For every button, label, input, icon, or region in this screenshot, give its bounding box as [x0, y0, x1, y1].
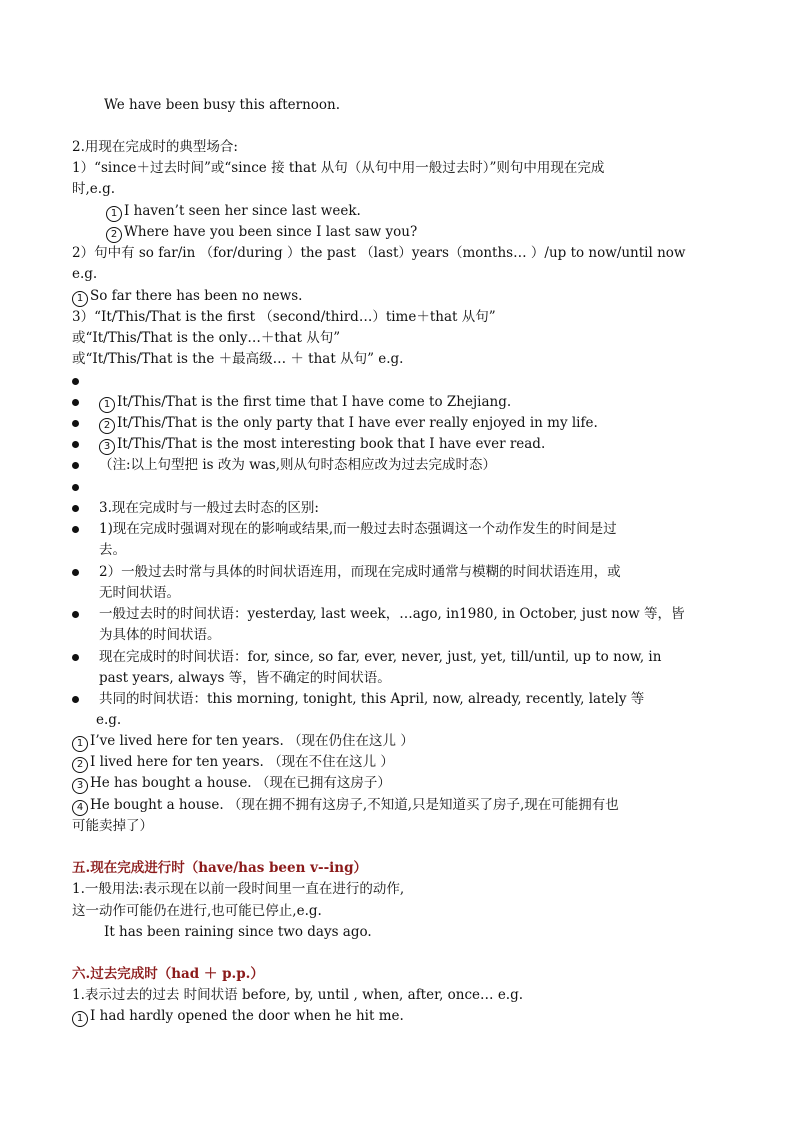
text-line: 可能卖掉了）: [72, 818, 153, 834]
text-line: e.g.: [96, 712, 122, 728]
circled-number: 3: [99, 439, 115, 455]
circled-number: 1: [72, 291, 88, 307]
section-heading: 六.过去完成时（had ＋ p.p.）: [72, 966, 264, 982]
bullet-dot: [72, 569, 79, 576]
text-line: 2）句中有 so far/in （for/during ）the past （last）years（months… ）/up to now/until now: [72, 245, 686, 261]
bullet-dot: [72, 441, 79, 448]
circled-number: 1: [99, 397, 115, 413]
bullet-dot: [72, 611, 79, 618]
numbered-example: 2 I lived here for ten years. （现在不住在这儿 ）: [72, 752, 394, 773]
bullet-dot: [72, 420, 79, 427]
numbered-example: 3 He has bought a house. （现在已拥有这房子）: [72, 773, 391, 794]
text-line: 时,e.g.: [72, 181, 116, 197]
example-sentence: It has been raining since two days ago.: [104, 924, 372, 940]
numbered-example: 2 Where have you been since I last saw you?: [106, 222, 417, 243]
circled-number: 1: [72, 1011, 88, 1027]
numbered-example: 1 I haven’t seen her since last week.: [106, 201, 361, 222]
circled-number: 2: [99, 418, 115, 434]
bullet-dot: [72, 526, 79, 533]
bullet-dot: [72, 505, 79, 512]
subheading: 2.用现在完成时的典型场合:: [72, 139, 238, 155]
bullet-dot: [72, 696, 79, 703]
circled-number: 1: [72, 736, 88, 752]
circled-number: 4: [72, 800, 88, 816]
text-line: 3）“It/This/That is the first （second/third…）time＋that 从句”: [72, 309, 496, 325]
bullet-dot: [72, 399, 79, 406]
numbered-example: 1 I had hardly opened the door when he hit me.: [72, 1006, 404, 1027]
text-line: e.g.: [72, 266, 98, 282]
numbered-example: 1 I’ve lived here for ten years. （现在仍住在这儿 ）: [72, 731, 414, 752]
text-line: 或“It/This/That is the ＋最高级… ＋ that 从句” e.g.: [72, 351, 404, 367]
section-heading: 五.现在完成进行时（have/has been v--ing）: [72, 860, 368, 876]
bullet-dot: [72, 378, 79, 385]
document-page: We have been busy this afternoon. 2.用现在完成时的典型场合: 1）“since＋过去时间”或“since 接 that 从句（从句中用一般过去时）”则句中用现在完成 时,e.g. 1 I haven’t seen her since last week. 2 Where have you been since I last saw you? 2）句中有 so far/in （for/during ）the past （last）years（months… ）/up to now/until now e.g. 1 So far there has been no news. 3）“It/This/That is the first （second/third…）time＋that 从句” 或“It/This/That is the only…＋that 从句” 或“It/This/That is the ＋最高级… ＋ that 从句” e.g. 1 It/This/That is the first time that I have come to Zhejiang. 2 It/This/That is the only party that I have ever really enjoyed in my life. 3 It/This/That is the most interesting book that I have ever read. （注:以上句型把 is 改为 was,则从句时态相应改为过去完成时态） 3.现在完成时与一般过去时态的区别: 1)现在完成时强调对现在的影响或结果,而一般过去时态强调这一个动作发生的时间是过 去。 2）一般过去时常与具体的时间状语连用，而现在完成时通常与模糊的时间状语连用，或 无时间状语。 一般过去时的时间状语：yesterday, last week，…ago, in1980, in October, just now 等，皆 为具体的时间状语。 现在完成时的时间状语：for, since, so far, ever, never, just, yet, till/until, up to now, in past years, always 等，皆不确定的时间状语。 共同的时间状语：this morning, tonight, this April, now, already, recently, lately 等 e.g. 1 I’ve lived here for ten years. （现在仍住在这儿 ） 2 I lived here for ten years. （现在不住在这儿 ） 3 He has bought a house. （现在已拥有这房子） 4 He bought a house. （现在拥不拥有这房子,不知道,只是知道买了房子,现在可能拥有也 可能卖掉了） 五.现在完成进行时（have/has been v--ing） 1.一般用法:表示现在以前一段时间里一直在进行的动作, 这一动作可能仍在进行,也可能已停止,e.g. It has been raining since two days ago. 六.过去完成时（had ＋ p.p.） 1.表示过去的过去 时间状语 before, by, until , when, after, once… e.g. 1 I had hardly opened the door when he hit me.: [0, 0, 794, 1123]
circled-number: 3: [72, 778, 88, 794]
text-line: 或“It/This/That is the only…＋that 从句”: [72, 330, 341, 346]
numbered-example: 4 He bought a house. （现在拥不拥有这房子,不知道,只是知道买了房子,现在可能拥有也: [72, 795, 619, 816]
circled-number: 1: [106, 206, 122, 222]
text-line: 这一动作可能仍在进行,也可能已停止,e.g.: [72, 903, 322, 919]
text-line: 1）“since＋过去时间”或“since 接 that 从句（从句中用一般过去时）”则句中用现在完成: [72, 160, 605, 176]
bullet-dot: [72, 484, 79, 491]
bullet-dot: [72, 654, 79, 661]
numbered-example: 1 So far there has been no news.: [72, 286, 302, 307]
circled-number: 2: [72, 757, 88, 773]
circled-number: 2: [106, 227, 122, 243]
bullet-dot: [72, 462, 79, 469]
text-line: 1.一般用法:表示现在以前一段时间里一直在进行的动作,: [72, 881, 405, 897]
text-line: 1.表示过去的过去 时间状语 before, by, until , when, after, once… e.g.: [72, 987, 524, 1003]
example-sentence: We have been busy this afternoon.: [104, 97, 340, 113]
